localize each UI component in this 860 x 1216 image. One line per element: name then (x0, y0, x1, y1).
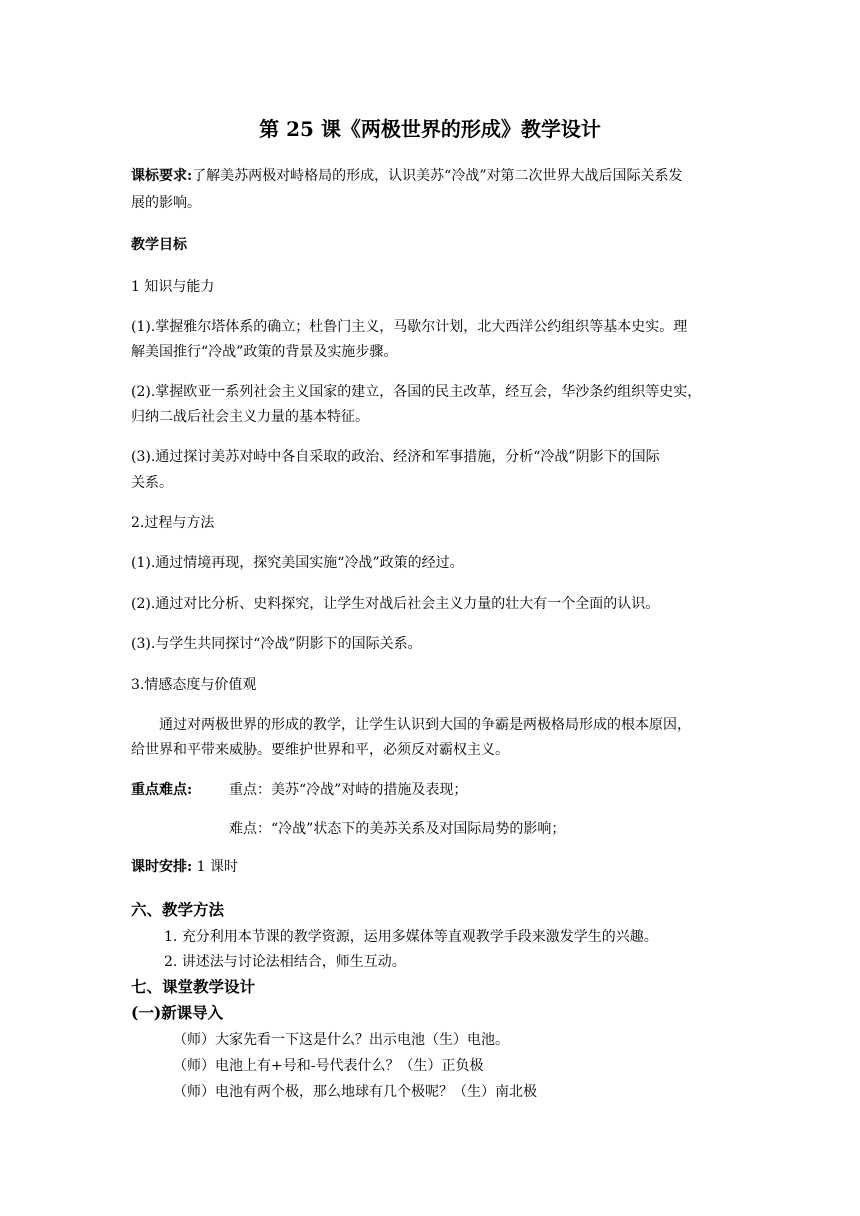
dialogue-line-3: （师）电池有两个极，那么地球有几个极呢？（生）南北极 (173, 1084, 537, 1100)
knowledge-heading: 1 知识与能力 (131, 279, 215, 295)
difficulty-point: 难点：“冷战”状态下的美苏关系及对国际局势的影响； (229, 821, 566, 837)
teaching-goals-heading: 教学目标 (131, 237, 187, 253)
document-title: 第 25 课《两极世界的形成》教学设计 (259, 117, 601, 141)
knowledge-item-3-cont: 关系。 (131, 475, 173, 491)
knowledge-item-2: (2).掌握欧亚一系列社会主义国家的建立，各国的民主改革，经互会，华沙条约组织等史实， (131, 384, 702, 400)
key-difficulty-label: 重点难点: (131, 782, 193, 798)
method-item-2: 2. 讲述法与讨论法相结合，师生互动。 (164, 954, 406, 970)
knowledge-item-2-cont: 归纳二战后社会主义力量的基本特征。 (131, 409, 369, 425)
curriculum-standard-line (131, 166, 682, 186)
classroom-design-heading: 七、课堂教学设计 (131, 977, 256, 996)
emotion-paragraph-cont: 给世界和平带来威胁。要维护世界和平，必须反对霸权主义。 (131, 742, 509, 758)
curriculum-standard-text: 了解美苏两极对峙格局的形成，认识美苏“冷战”对第二次世界大战后国际关系发 (192, 168, 683, 184)
class-hours-label: 课时安排: (131, 859, 193, 875)
class-hours-line (131, 857, 238, 877)
method-item-1: 1. 充分利用本节课的教学资源，运用多媒体等直观教学手段来激发学生的兴趣。 (164, 929, 658, 945)
process-item-3: (3).与学生共同探讨“冷战”阴影下的国际关系。 (131, 636, 422, 652)
dialogue-line-1: （师）大家先看一下这是什么？出示电池（生）电池。 (173, 1032, 509, 1048)
teaching-method-heading: 六、教学方法 (131, 900, 225, 919)
knowledge-item-3: (3).通过探讨美苏对峙中各自采取的政治、经济和军事措施，分析“冷战”阴影下的国际 (131, 449, 660, 465)
process-item-2: (2).通过对比分析、史料探究，让学生对战后社会主义力量的壮大有一个全面的认识。 (131, 596, 660, 612)
emotion-heading: 3.情感态度与价值观 (131, 677, 257, 693)
key-point: 重点：美苏“冷战”对峙的措施及表现； (229, 782, 468, 798)
emotion-paragraph: 通过对两极世界的形成的教学，让学生认识到大国的争霸是两极格局形成的根本原因， (159, 717, 691, 733)
process-item-1: (1).通过情境再现，探究美国实施“冷战”政策的经过。 (131, 555, 464, 571)
dialogue-line-2: （师）电池上有+号和-号代表什么？（生）正负极 (173, 1058, 484, 1074)
class-hours-value: 1 课时 (196, 859, 238, 875)
introduction-heading: (一)新课导入 (131, 1003, 224, 1022)
curriculum-standard-text-cont: 展的影响。 (131, 195, 201, 211)
process-heading: 2.过程与方法 (131, 515, 215, 531)
knowledge-item-1-cont: 解美国推行“冷战”政策的背景及实施步骤。 (131, 344, 398, 360)
knowledge-item-1: (1).掌握雅尔塔体系的确立；杜鲁门主义，马歇尔计划，北大西洋公约组织等基本史实。理 (131, 319, 688, 335)
curriculum-standard-label: 课标要求: (131, 168, 193, 184)
